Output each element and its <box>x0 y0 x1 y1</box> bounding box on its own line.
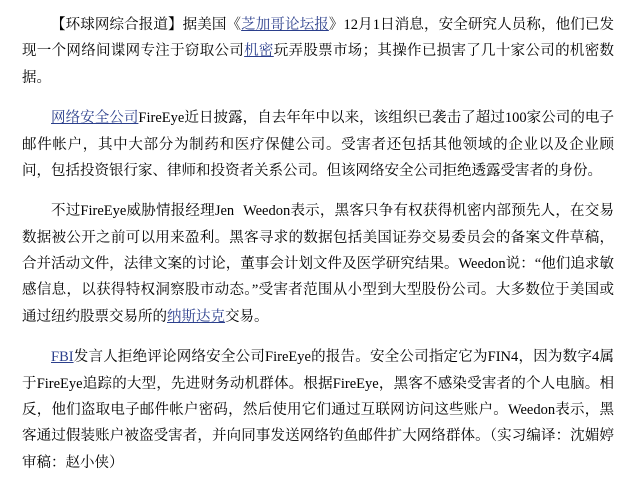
inline-link[interactable]: 机密 <box>244 43 274 60</box>
text-run: Weedon表示，黑客只争有权获得机密内部预先人，在交易数据被公开之前可以用来盈利。黑客寻求的数据包括美国证券交易委员会的备案文件草稿，合并活动文件，法律文案的讨论，董事会计划文件及医学研究结果。Weedon说：“他们追求敏感信息，以获得特权洞察股市动态。”受害者范围从小型到大型股份公司。大多数位于美国或通过纽约股票交易所的 <box>22 203 614 325</box>
text-run: FireEye近日披露，自去年年中以来，该组织已袭击了超过100家公司的电子邮件帐户，其中大部分为制药和医疗保健公司。受害者还包括其他领域的企业以及企业顾问，包括投资银行家、律师和投资者关系公司。但该网络安全公司拒绝透露受害者的身份。 <box>22 110 614 179</box>
paragraph <box>22 105 614 184</box>
text-run: 发言人拒绝评论网络安全公司FireEye的报告。安全公司指定它为FIN4，因为数字4属于FireEye追踪的大型，先进财务动机群体。根据FireEye，黑客不感染受害者的个人电脑。相反，他们盗取电子邮件帐户密码，然后使用它们通过互联网访问这些账户。Weedon表示，黑客通过假装账户被盗受害者，并向同事发送网络钓鱼邮件扩大网络群体。（实习编译：沈媚婷 审稿：赵小侠） <box>22 349 614 471</box>
inline-link[interactable]: 纳斯达克 <box>167 308 225 325</box>
paragraph <box>22 12 614 91</box>
text-run: 交易。 <box>225 308 269 325</box>
text-run: 玩弄股票市场；其操作已损害了几十家公司的机密数据。 <box>22 43 615 86</box>
text-run: 》12月1日消息，安全研究人员称，他们已发现一个网络间谍网专注于窃取公司 <box>22 17 614 60</box>
paragraph <box>22 344 614 476</box>
paragraph <box>22 198 614 330</box>
text-gap <box>234 203 243 219</box>
text-run: 不过FireEye威胁情报经理Jen <box>51 203 235 220</box>
text-run: 【环球网综合报道】据美国《 <box>51 17 242 33</box>
inline-link[interactable]: 芝加哥论坛报 <box>241 17 329 33</box>
inline-link[interactable]: 网络安全公司 <box>51 110 139 127</box>
inline-link[interactable]: FBI <box>51 349 74 366</box>
